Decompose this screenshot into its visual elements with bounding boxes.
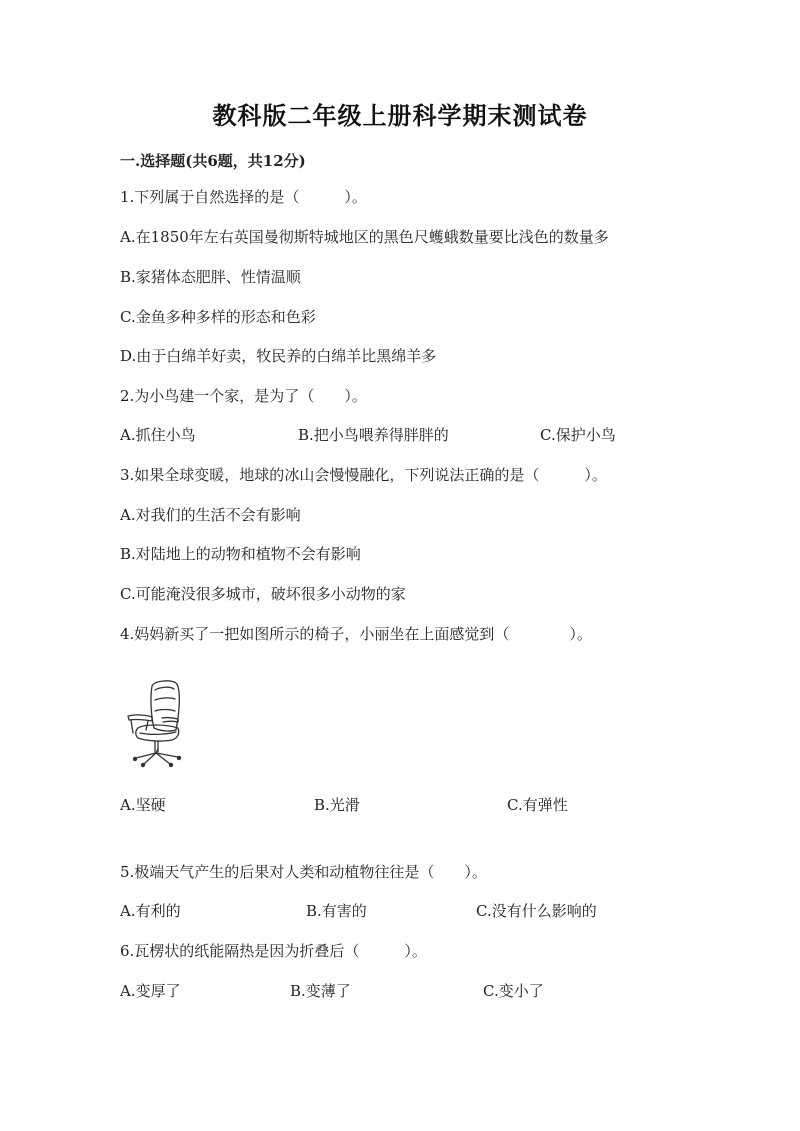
question-3-stem: 3.如果全球变暖，地球的冰山会慢慢融化，下列说法正确的是（ ）。 — [120, 466, 607, 484]
question-6-option-c: C.变小了 — [483, 982, 544, 1000]
section-heading: 一.选择题(共6题，共12分) — [120, 152, 306, 170]
question-4-option-c: C.有弹性 — [507, 796, 568, 814]
question-5-option-a: A.有利的 — [120, 902, 181, 920]
question-1-option-c: C.金鱼多种多样的形态和色彩 — [120, 308, 316, 326]
question-3-option-a: A.对我们的生活不会有影响 — [120, 506, 301, 524]
question-3-option-c: C.可能淹没很多城市，破坏很多小动物的家 — [120, 585, 406, 603]
office-chair-icon — [122, 678, 188, 768]
question-6-stem: 6.瓦楞状的纸能隔热是因为折叠后（ ）。 — [120, 942, 427, 960]
question-2-option-b: B.把小鸟喂养得胖胖的 — [298, 426, 449, 444]
question-1-option-d: D.由于白绵羊好卖，牧民养的白绵羊比黑绵羊多 — [120, 347, 437, 365]
question-5-stem: 5.极端天气产生的后果对人类和动植物往往是（ ）。 — [120, 863, 487, 881]
question-6-option-b: B.变薄了 — [290, 982, 351, 1000]
question-2-option-a: A.抓住小鸟 — [120, 426, 196, 444]
question-4-stem: 4.妈妈新买了一把如图所示的椅子，小丽坐在上面感觉到（ ）。 — [120, 625, 592, 643]
question-3-option-b: B.对陆地上的动物和植物不会有影响 — [120, 545, 361, 563]
question-2-option-c: C.保护小鸟 — [540, 426, 616, 444]
question-1-option-a: A.在1850年左右英国曼彻斯特城地区的黑色尺蠖蛾数量要比浅色的数量多 — [120, 228, 609, 246]
question-5-option-c: C.没有什么影响的 — [476, 902, 597, 920]
question-5-option-b: B.有害的 — [306, 902, 367, 920]
question-6-option-a: A.变厚了 — [120, 982, 181, 1000]
question-1-stem: 1.下列属于自然选择的是（ ）。 — [120, 188, 367, 206]
exam-title: 教科版二年级上册科学期末测试卷 — [212, 101, 588, 130]
question-4-option-a: A.坚硬 — [120, 796, 166, 814]
question-2-stem: 2.为小鸟建一个家，是为了（ ）。 — [120, 387, 367, 405]
question-1-option-b: B.家猪体态肥胖、性情温顺 — [120, 268, 301, 286]
question-4-option-b: B.光滑 — [314, 796, 360, 814]
